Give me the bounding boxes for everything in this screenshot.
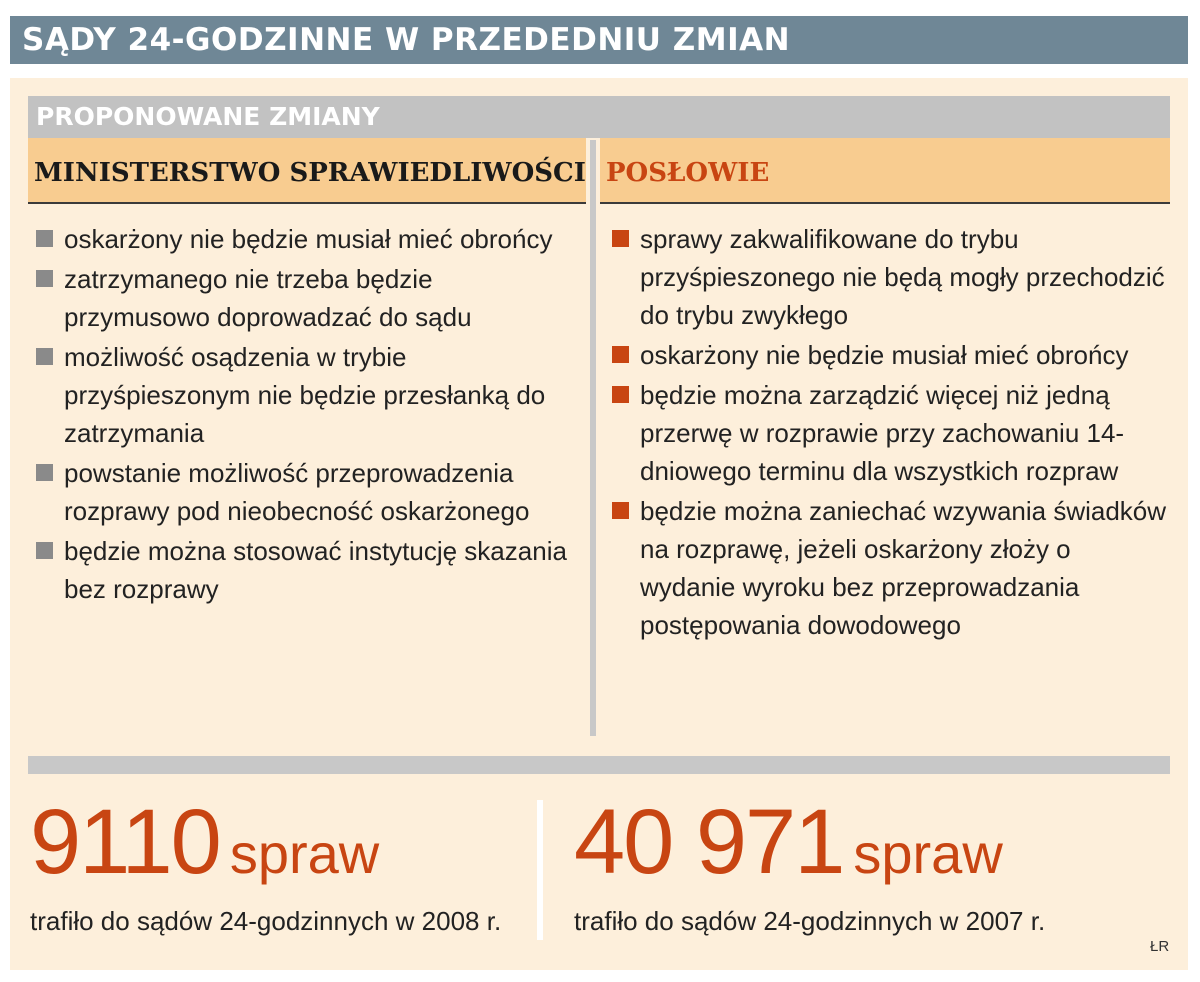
page-title: SĄDY 24-GODZINNE W PRZEDEDNIU ZMIAN [10,16,1188,64]
list-item-text: możliwość osądzenia w trybie przyśpieszonym nie będzie przesłanką do zatrzymania [64,342,546,448]
list-item [36,260,584,336]
section-header: PROPONOWANE ZMIANY [28,96,1170,138]
square-bullet-icon [36,542,53,559]
list-item [36,454,584,530]
stat-number: 9110 [30,791,220,893]
list-item-text: oskarżony nie będzie musiał mieć obrońcy [64,224,553,254]
square-bullet-icon [612,386,629,403]
square-bullet-icon [612,502,629,519]
stat-caption-2007: trafiło do sądów 24-godzinnych w 2007 r. [574,906,1046,936]
list-item-text: zatrzymanego nie trzeba będzie przymusowo doprowadzać do sądu [64,264,472,332]
list-item [612,220,1172,334]
stat-caption-2008: trafiło do sądów 24-godzinnych w 2008 r. [30,906,502,936]
stats-divider [537,800,543,940]
horizontal-divider [28,756,1170,774]
stat-number: 40 971 [574,791,844,893]
list-item [612,376,1172,490]
list-item [36,338,584,452]
list-item-text: będzie można zaniechać wzywania świadków na rozprawę, jeżeli oskarżony złoży o wydanie wyroku bez przeprowadzania postępowania dowodowego [640,496,1167,640]
list-item [612,336,1172,374]
list-item [36,220,584,258]
list-item-text: sprawy zakwalifikowane do trybu przyśpieszonego nie będą mogły przechodzić do trybu zwykłego [640,224,1165,330]
column-divider [590,140,596,736]
mps-list [612,220,1172,646]
list-item-text: będzie można zarządzić więcej niż jedną przerwę w rozprawie przy zachowaniu 14-dniowego terminu dla wszystkich rozpraw [640,380,1125,486]
ministry-list [36,220,584,610]
square-bullet-icon [36,348,53,365]
stat-2007 [574,791,1003,893]
list-item-text: powstanie możliwość przeprowadzenia rozprawy pod nieobecność oskarżonego [64,458,530,526]
list-item [36,532,584,608]
square-bullet-icon [36,270,53,287]
square-bullet-icon [36,230,53,247]
stat-2008 [30,791,380,893]
ministry-heading: MINISTERSTWO SPRAWIEDLIWOŚCI [28,138,586,204]
mps-heading: POSŁOWIE [600,138,1170,204]
stat-unit: spraw [229,822,380,885]
list-item [612,492,1172,644]
square-bullet-icon [36,464,53,481]
author-credit: ŁR [1150,938,1170,955]
stat-unit: spraw [853,822,1003,885]
list-item-text: oskarżony nie będzie musiał mieć obrońcy [640,340,1129,370]
list-item-text: będzie można stosować instytucję skazania bez rozprawy [64,536,567,604]
square-bullet-icon [612,230,629,247]
square-bullet-icon [612,346,629,363]
